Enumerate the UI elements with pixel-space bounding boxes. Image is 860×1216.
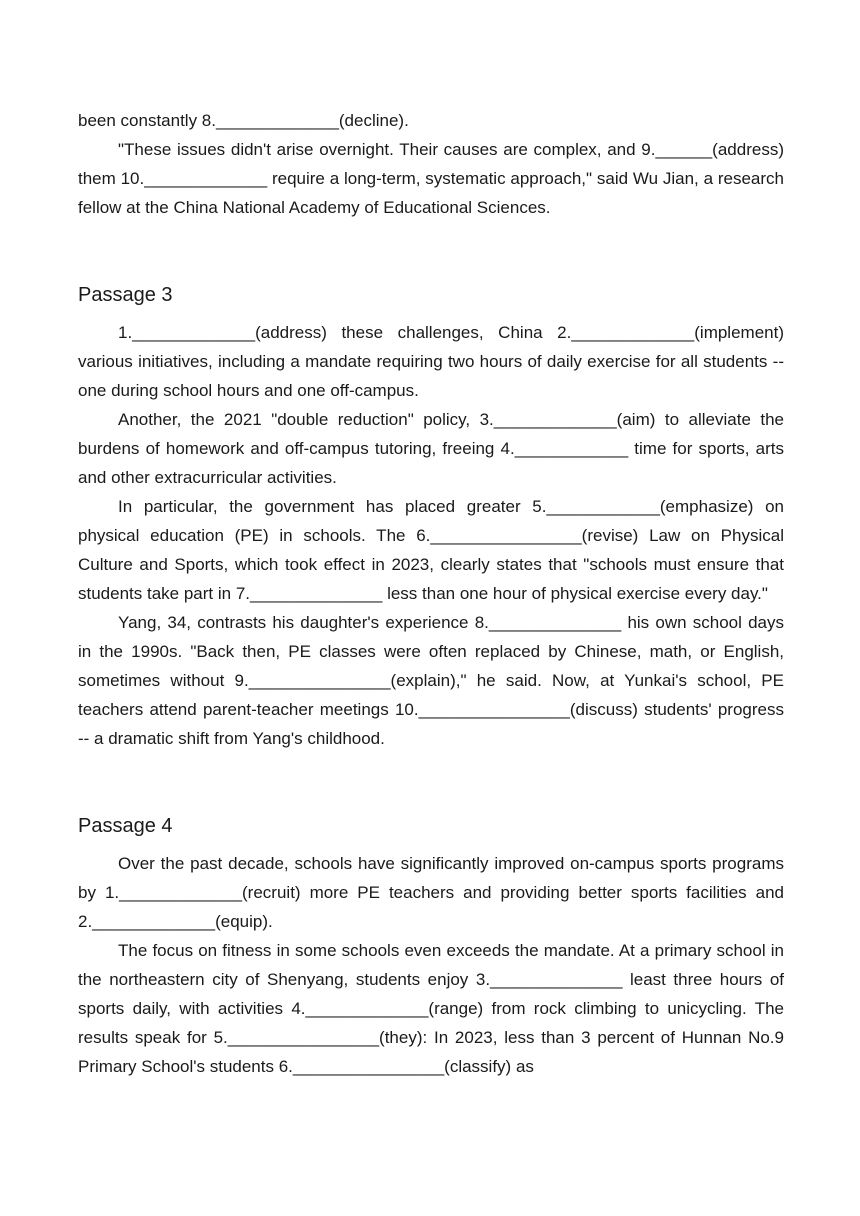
paragraph: 1._____________(address) these challenges, China 2._____________(implement) various initiatives, including a mandate requiring two hours of daily exercise for all students -- one during school hours and one off-campus. [78, 323, 784, 400]
passage-2-tail [78, 106, 784, 222]
paragraph: Another, the 2021 "double reduction" policy, 3._____________(aim) to alleviate the burdens of homework and off-campus tutoring, freeing 4.____________ time for sports, arts and other extracurricular activities. [78, 410, 784, 487]
paragraph: been constantly 8._____________(decline). [78, 111, 409, 130]
paragraph: In particular, the government has placed greater 5.____________(emphasize) on physical education (PE) in schools. The 6.________________(revise) Law on Physical Culture and Sports, which took effect in 2023, clearly states that "schools must ensure that students take part in 7.______________ less than one hour of physical exercise every day." [78, 497, 784, 603]
paragraph: The focus on fitness in some schools even exceeds the mandate. At a primary school in the northeastern city of Shenyang, students enjoy 3.______________ least three hours of sports daily, with activities 4._____________(range) from rock climbing to unicycling. The results speak for 5.________________(they): In 2023, less than 3 percent of Hunnan No.9 Primary School's students 6.________________(classify) as [78, 941, 784, 1076]
document-page [78, 106, 784, 1081]
passage-3 [78, 280, 784, 753]
paragraph: Yang, 34, contrasts his daughter's experience 8.______________ his own school days in the 1990s. "Back then, PE classes were often replaced by Chinese, math, or English, sometimes without 9._______________(explain)," he said. Now, at Yunkai's school, PE teachers attend parent-teacher meetings 10.________________(discuss) students' progress -- a dramatic shift from Yang's childhood. [78, 613, 784, 748]
paragraph: "These issues didn't arise overnight. Their causes are complex, and 9.______(address) them 10._____________ require a long-term, systematic approach," said Wu Jian, a research fellow at the China National Academy of Educational Sciences. [78, 140, 784, 217]
passage-4 [78, 811, 784, 1081]
paragraph: Over the past decade, schools have significantly improved on-campus sports programs by 1._____________(recruit) more PE teachers and providing better sports facilities and 2._____________(equip). [78, 854, 784, 931]
passage-heading: Passage 3 [78, 284, 173, 306]
passage-heading: Passage 4 [78, 815, 173, 837]
